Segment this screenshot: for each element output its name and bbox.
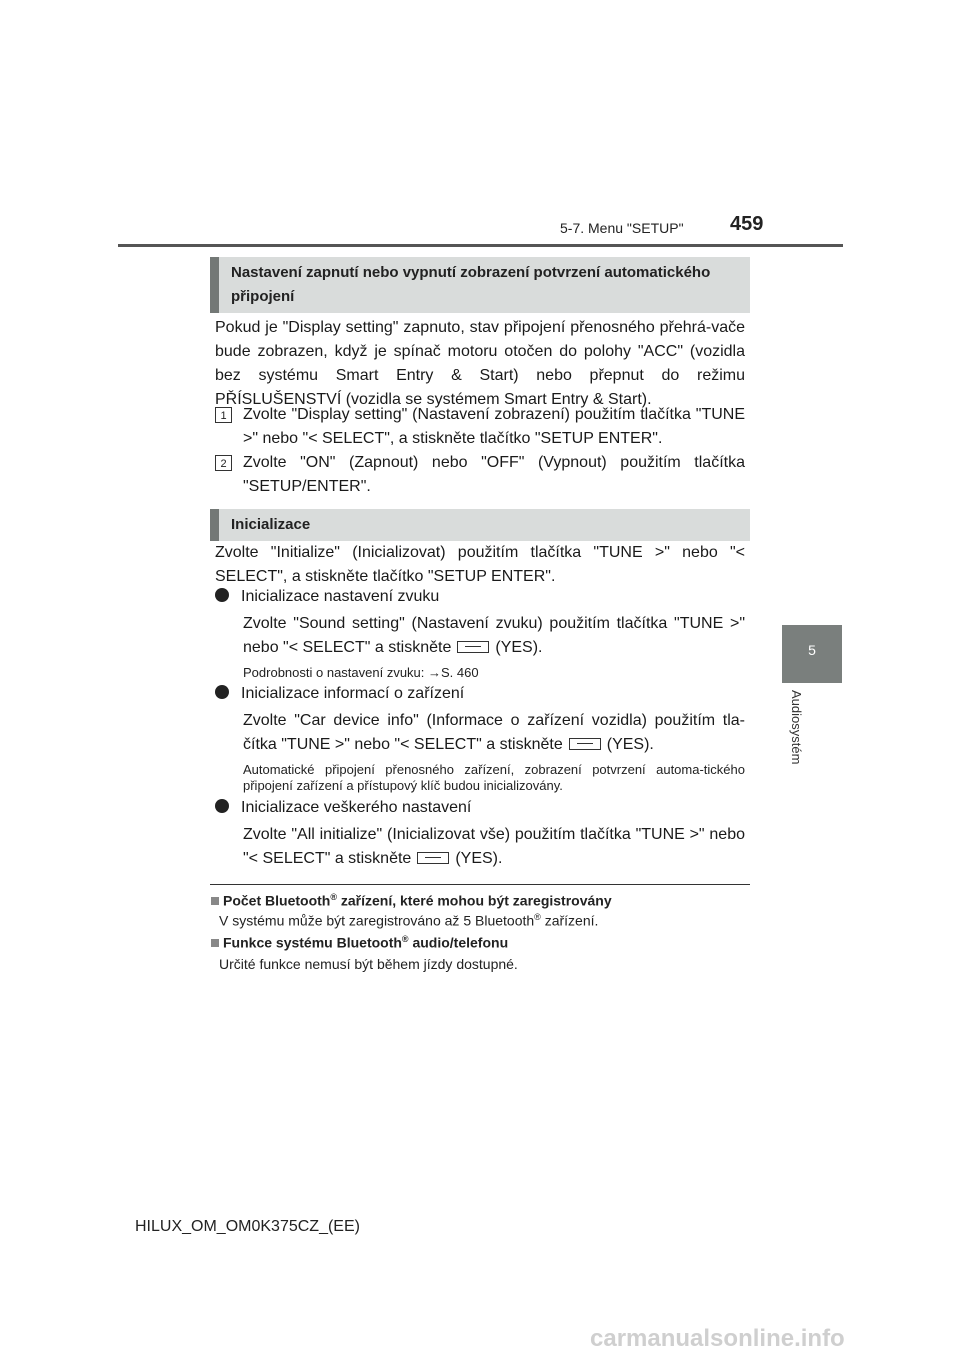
header-rule [118, 244, 843, 247]
footnote-1-heading: Počet Bluetooth® zařízení, které mohou být zaregistrovány [211, 892, 612, 909]
bullet-sound-reset: Inicializace nastavení zvuku [215, 585, 745, 609]
square-bullet-icon [211, 939, 219, 947]
bullet-dot-icon [215, 799, 229, 813]
sound-reset-note: Podrobnosti o nastavení zvuku: →S. 460 [243, 665, 479, 680]
step-1-text: Zvolte "Display setting" (Nastavení zobrazení) použitím tlačítka "TUNE >" nebo "< SELECT", a stiskněte tlačítko "SETUP ENTER". [243, 406, 745, 447]
bullet-all-reset: Inicializace veškerého nastavení [215, 796, 745, 820]
square-bullet-icon [211, 897, 219, 905]
step-number-2: 2 [215, 455, 232, 471]
document-code: HILUX_OM_OM0K375CZ_(EE) [135, 1218, 360, 1235]
section-title-auto-connect: Nastavení zapnutí nebo vypnutí zobrazení potvrzení automatického připojení [210, 257, 750, 313]
section1-intro: Pokud je "Display setting" zapnuto, stav připojení přenosného přehrá-vače bude zobrazen, když je spínač motoru otočen do polohy "ACC" (vozidla bez systému Smart Entry & Start) nebo přepnut do režimu PŘÍSLUŠENSTVÍ (vozidla se systémem Smart Entry & Start). [215, 319, 745, 408]
bullet-device-info-reset: Inicializace informací o zařízení [215, 682, 745, 706]
device-info-reset-note: Automatické připojení přenosného zařízení, zobrazení potvrzení automa-tického připojení zařízení a přístupový klíč budou inicializovány. [243, 762, 745, 793]
page-number: 459 [730, 213, 764, 235]
bullet-dot-icon [215, 588, 229, 602]
watermark: carmanualsonline.info [590, 1325, 845, 1352]
section-title-initialize: Inicializace [210, 509, 750, 541]
yes-button-icon [417, 852, 449, 864]
footnote-2-heading: Funkce systému Bluetooth® audio/telefonu [211, 934, 508, 951]
step-2-text: Zvolte "ON" (Zapnout) nebo "OFF" (Vypnout) použitím tlačítka "SETUP/ENTER". [243, 454, 745, 495]
device-info-reset-text: Zvolte "Car device info" (Informace o zařízení vozidla) použitím tla-čítka "TUNE >" nebo "< SELECT" a stiskněte (YES). [243, 712, 745, 753]
section2-intro: Zvolte "Initialize" (Inicializovat) použitím tlačítka "TUNE >" nebo "< SELECT", a stiskněte tlačítko "SETUP ENTER". [215, 544, 745, 585]
chapter-label: Audiosystém [789, 690, 804, 765]
section-header: 5-7. Menu "SETUP" [560, 220, 684, 236]
step-number-1: 1 [215, 407, 232, 423]
sound-reset-text: Zvolte "Sound setting" (Nastavení zvuku) použitím tlačítka "TUNE >" nebo "< SELECT" a stiskněte (YES). [243, 615, 745, 656]
all-reset-text: Zvolte "All initialize" (Inicializovat vše) použitím tlačítka "TUNE >" nebo "< SELECT" a stiskněte (YES). [243, 826, 745, 867]
bullet-dot-icon [215, 685, 229, 699]
chapter-tab: 5 [782, 625, 842, 683]
yes-button-icon [457, 641, 489, 653]
yes-button-icon [569, 738, 601, 750]
footnote-1-text: V systému může být zaregistrováno až 5 Bluetooth® zařízení. [219, 912, 599, 929]
footnote-2-text: Určité funkce nemusí být během jízdy dostupné. [219, 956, 518, 972]
footnote-rule [210, 884, 750, 885]
